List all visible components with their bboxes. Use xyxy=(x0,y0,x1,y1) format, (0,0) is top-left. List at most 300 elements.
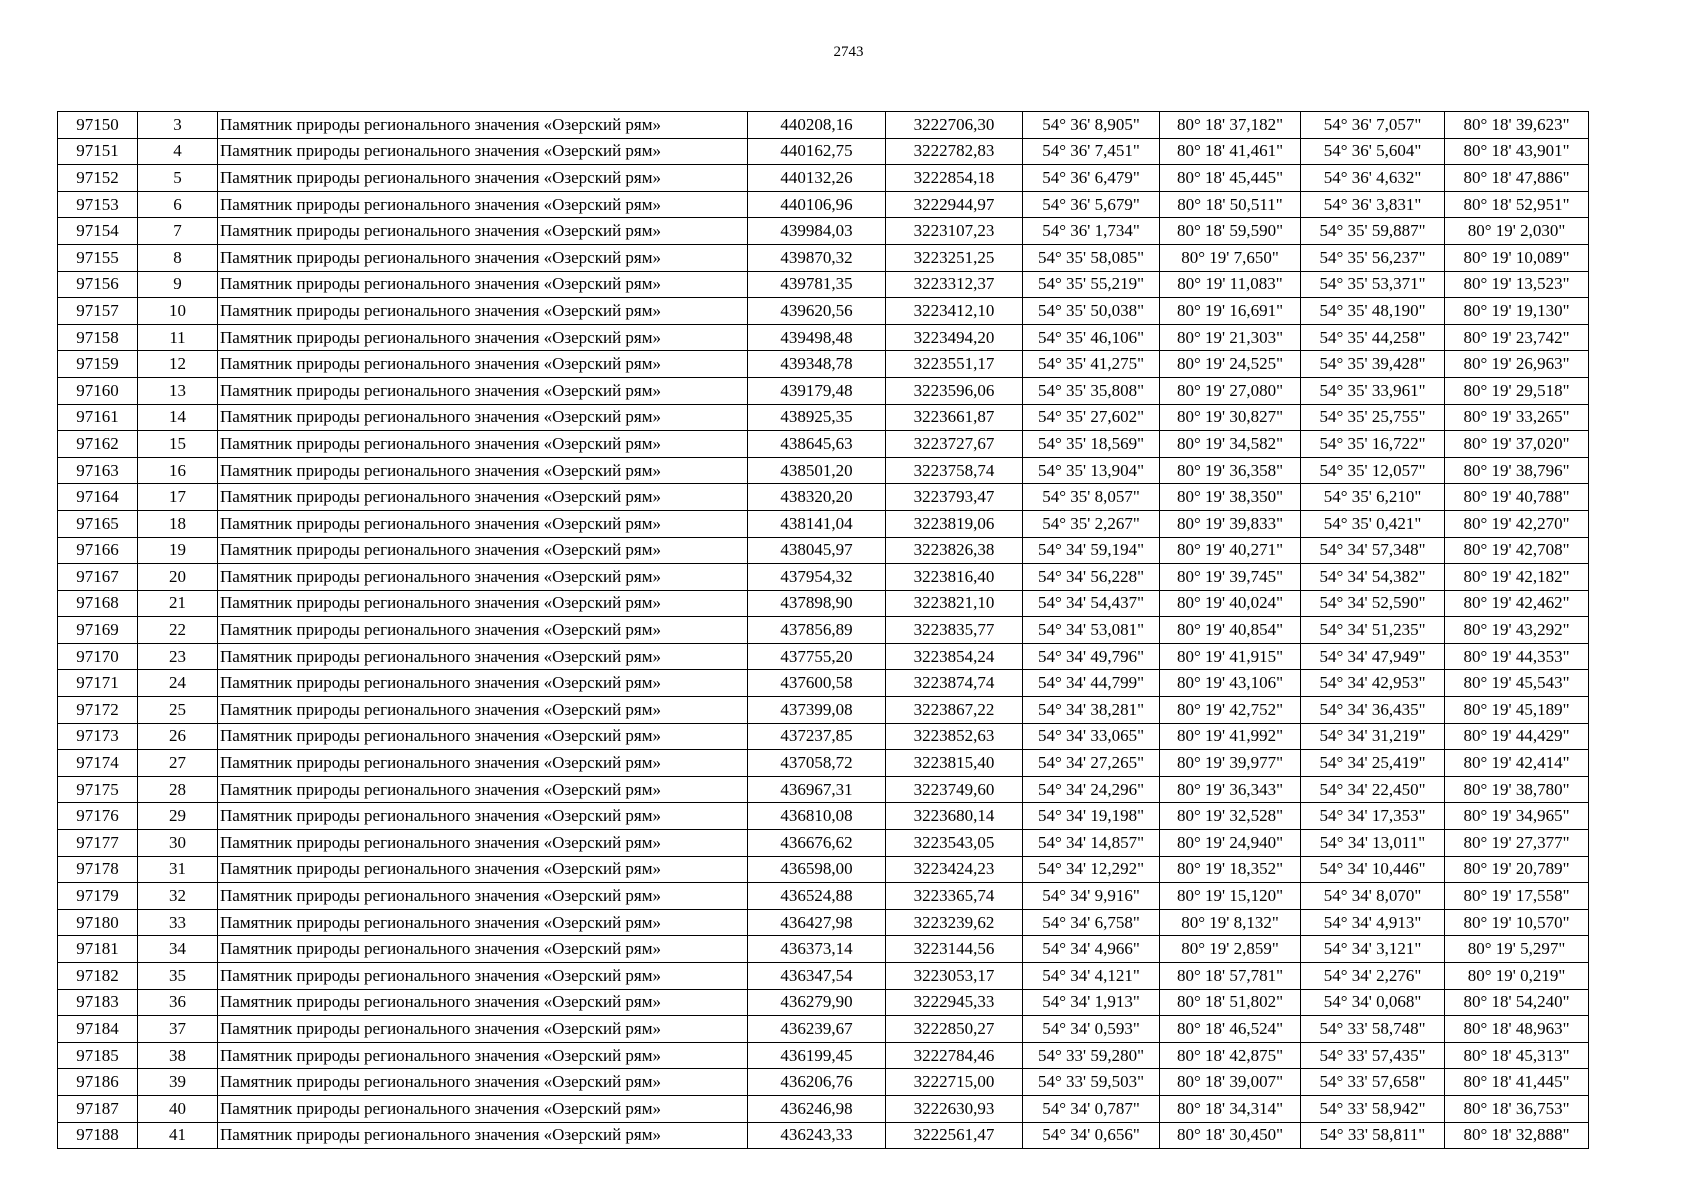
cell-latitude-1: 54° 34' 4,966" xyxy=(1023,936,1160,963)
cell-x-coordinate: 439498,48 xyxy=(748,324,886,351)
cell-latitude-2: 54° 35' 12,057" xyxy=(1301,457,1445,484)
cell-longitude-2: 80° 19' 23,742" xyxy=(1445,324,1589,351)
cell-latitude-1: 54° 33' 59,503" xyxy=(1023,1069,1160,1096)
cell-x-coordinate: 436967,31 xyxy=(748,776,886,803)
cell-longitude-2: 80° 19' 42,270" xyxy=(1445,510,1589,537)
cell-longitude-2: 80° 19' 40,788" xyxy=(1445,484,1589,511)
cell-longitude-2: 80° 19' 42,462" xyxy=(1445,590,1589,617)
cell-longitude-1: 80° 19' 11,083" xyxy=(1160,271,1301,298)
cell-longitude-1: 80° 19' 8,132" xyxy=(1160,909,1301,936)
cell-record-id: 97158 xyxy=(58,324,138,351)
cell-longitude-2: 80° 19' 38,780" xyxy=(1445,776,1589,803)
cell-y-coordinate: 3223867,22 xyxy=(886,697,1023,724)
table-row xyxy=(58,1042,1589,1069)
cell-point-number: 17 xyxy=(138,484,218,511)
cell-latitude-2: 54° 34' 4,913" xyxy=(1301,909,1445,936)
cell-object-name: Памятник природы регионального значения «Озерский рям» xyxy=(218,750,748,777)
cell-x-coordinate: 437856,89 xyxy=(748,617,886,644)
table-row xyxy=(58,298,1589,325)
cell-point-number: 12 xyxy=(138,351,218,378)
cell-object-name: Памятник природы регионального значения «Озерский рям» xyxy=(218,271,748,298)
cell-y-coordinate: 3223596,06 xyxy=(886,377,1023,404)
cell-x-coordinate: 436243,33 xyxy=(748,1122,886,1149)
cell-latitude-2: 54° 33' 58,748" xyxy=(1301,1016,1445,1043)
coordinates-table xyxy=(57,111,1589,1149)
cell-y-coordinate: 3223543,05 xyxy=(886,830,1023,857)
cell-object-name: Памятник природы регионального значения «Озерский рям» xyxy=(218,431,748,458)
cell-latitude-2: 54° 36' 3,831" xyxy=(1301,191,1445,218)
cell-longitude-2: 80° 19' 2,030" xyxy=(1445,218,1589,245)
cell-point-number: 20 xyxy=(138,564,218,591)
cell-object-name: Памятник природы регионального значения «Озерский рям» xyxy=(218,936,748,963)
cell-object-name: Памятник природы регионального значения «Озерский рям» xyxy=(218,324,748,351)
cell-latitude-1: 54° 35' 18,569" xyxy=(1023,431,1160,458)
cell-latitude-1: 54° 34' 4,121" xyxy=(1023,963,1160,990)
cell-y-coordinate: 3222850,27 xyxy=(886,1016,1023,1043)
cell-latitude-1: 54° 34' 49,796" xyxy=(1023,643,1160,670)
cell-object-name: Памятник природы регионального значения «Озерский рям» xyxy=(218,510,748,537)
cell-latitude-2: 54° 35' 0,421" xyxy=(1301,510,1445,537)
cell-longitude-1: 80° 19' 24,940" xyxy=(1160,830,1301,857)
cell-latitude-1: 54° 35' 35,808" xyxy=(1023,377,1160,404)
cell-longitude-1: 80° 19' 16,691" xyxy=(1160,298,1301,325)
cell-y-coordinate: 3222782,83 xyxy=(886,138,1023,165)
cell-longitude-1: 80° 19' 39,977" xyxy=(1160,750,1301,777)
cell-x-coordinate: 440132,26 xyxy=(748,165,886,192)
cell-latitude-2: 54° 35' 59,887" xyxy=(1301,218,1445,245)
cell-longitude-1: 80° 19' 41,915" xyxy=(1160,643,1301,670)
cell-record-id: 97183 xyxy=(58,989,138,1016)
cell-point-number: 29 xyxy=(138,803,218,830)
cell-longitude-1: 80° 18' 50,511" xyxy=(1160,191,1301,218)
cell-y-coordinate: 3223874,74 xyxy=(886,670,1023,697)
cell-latitude-1: 54° 34' 27,265" xyxy=(1023,750,1160,777)
cell-longitude-1: 80° 19' 7,650" xyxy=(1160,244,1301,271)
cell-point-number: 4 xyxy=(138,138,218,165)
cell-record-id: 97169 xyxy=(58,617,138,644)
cell-record-id: 97174 xyxy=(58,750,138,777)
cell-object-name: Памятник природы регионального значения «Озерский рям» xyxy=(218,830,748,857)
cell-latitude-2: 54° 35' 48,190" xyxy=(1301,298,1445,325)
cell-latitude-1: 54° 36' 7,451" xyxy=(1023,138,1160,165)
cell-y-coordinate: 3223680,14 xyxy=(886,803,1023,830)
cell-object-name: Памятник природы регионального значения «Озерский рям» xyxy=(218,138,748,165)
cell-latitude-2: 54° 34' 31,219" xyxy=(1301,723,1445,750)
cell-x-coordinate: 437399,08 xyxy=(748,697,886,724)
table-row xyxy=(58,324,1589,351)
cell-y-coordinate: 3222715,00 xyxy=(886,1069,1023,1096)
cell-longitude-2: 80° 19' 43,292" xyxy=(1445,617,1589,644)
cell-latitude-2: 54° 36' 4,632" xyxy=(1301,165,1445,192)
cell-longitude-2: 80° 19' 33,265" xyxy=(1445,404,1589,431)
cell-point-number: 31 xyxy=(138,856,218,883)
cell-longitude-1: 80° 18' 37,182" xyxy=(1160,112,1301,139)
cell-longitude-1: 80° 19' 32,528" xyxy=(1160,803,1301,830)
cell-record-id: 97159 xyxy=(58,351,138,378)
cell-object-name: Памятник природы регионального значения «Озерский рям» xyxy=(218,643,748,670)
cell-y-coordinate: 3222561,47 xyxy=(886,1122,1023,1149)
cell-y-coordinate: 3222784,46 xyxy=(886,1042,1023,1069)
cell-record-id: 97170 xyxy=(58,643,138,670)
table-row xyxy=(58,643,1589,670)
cell-record-id: 97164 xyxy=(58,484,138,511)
cell-longitude-2: 80° 19' 44,353" xyxy=(1445,643,1589,670)
cell-y-coordinate: 3223424,23 xyxy=(886,856,1023,883)
cell-record-id: 97157 xyxy=(58,298,138,325)
cell-latitude-1: 54° 35' 27,602" xyxy=(1023,404,1160,431)
cell-y-coordinate: 3223815,40 xyxy=(886,750,1023,777)
cell-y-coordinate: 3223312,37 xyxy=(886,271,1023,298)
table-row xyxy=(58,191,1589,218)
table-row xyxy=(58,537,1589,564)
cell-longitude-2: 80° 18' 39,623" xyxy=(1445,112,1589,139)
cell-point-number: 22 xyxy=(138,617,218,644)
cell-latitude-1: 54° 35' 2,267" xyxy=(1023,510,1160,537)
cell-latitude-2: 54° 36' 7,057" xyxy=(1301,112,1445,139)
cell-longitude-1: 80° 19' 42,752" xyxy=(1160,697,1301,724)
cell-latitude-2: 54° 34' 25,419" xyxy=(1301,750,1445,777)
table-row xyxy=(58,803,1589,830)
cell-longitude-1: 80° 18' 34,314" xyxy=(1160,1095,1301,1122)
table-row xyxy=(58,510,1589,537)
cell-longitude-2: 80° 19' 19,130" xyxy=(1445,298,1589,325)
cell-longitude-1: 80° 19' 21,303" xyxy=(1160,324,1301,351)
cell-x-coordinate: 439870,32 xyxy=(748,244,886,271)
cell-longitude-2: 80° 19' 42,414" xyxy=(1445,750,1589,777)
cell-longitude-1: 80° 19' 2,859" xyxy=(1160,936,1301,963)
cell-record-id: 97171 xyxy=(58,670,138,697)
cell-latitude-2: 54° 35' 16,722" xyxy=(1301,431,1445,458)
table-row xyxy=(58,431,1589,458)
cell-point-number: 37 xyxy=(138,1016,218,1043)
cell-latitude-1: 54° 34' 0,787" xyxy=(1023,1095,1160,1122)
cell-point-number: 10 xyxy=(138,298,218,325)
cell-object-name: Памятник природы регионального значения «Озерский рям» xyxy=(218,963,748,990)
cell-object-name: Памятник природы регионального значения «Озерский рям» xyxy=(218,457,748,484)
cell-point-number: 3 xyxy=(138,112,218,139)
cell-object-name: Памятник природы регионального значения «Озерский рям» xyxy=(218,1122,748,1149)
cell-latitude-1: 54° 36' 8,905" xyxy=(1023,112,1160,139)
cell-record-id: 97184 xyxy=(58,1016,138,1043)
cell-latitude-2: 54° 34' 22,450" xyxy=(1301,776,1445,803)
table-row xyxy=(58,377,1589,404)
cell-latitude-2: 54° 33' 57,658" xyxy=(1301,1069,1445,1096)
cell-longitude-1: 80° 19' 40,024" xyxy=(1160,590,1301,617)
cell-record-id: 97182 xyxy=(58,963,138,990)
cell-longitude-2: 80° 19' 44,429" xyxy=(1445,723,1589,750)
cell-latitude-1: 54° 34' 0,593" xyxy=(1023,1016,1160,1043)
cell-latitude-1: 54° 35' 55,219" xyxy=(1023,271,1160,298)
cell-record-id: 97175 xyxy=(58,776,138,803)
table-row xyxy=(58,404,1589,431)
cell-object-name: Памятник природы регионального значения «Озерский рям» xyxy=(218,244,748,271)
cell-latitude-2: 54° 34' 54,382" xyxy=(1301,564,1445,591)
cell-latitude-2: 54° 35' 25,755" xyxy=(1301,404,1445,431)
cell-longitude-1: 80° 19' 39,833" xyxy=(1160,510,1301,537)
table-row xyxy=(58,138,1589,165)
cell-record-id: 97166 xyxy=(58,537,138,564)
cell-y-coordinate: 3223835,77 xyxy=(886,617,1023,644)
cell-longitude-2: 80° 18' 45,313" xyxy=(1445,1042,1589,1069)
cell-latitude-2: 54° 35' 44,258" xyxy=(1301,324,1445,351)
cell-object-name: Памятник природы регионального значения «Озерский рям» xyxy=(218,909,748,936)
cell-longitude-2: 80° 19' 0,219" xyxy=(1445,963,1589,990)
table-row xyxy=(58,457,1589,484)
cell-y-coordinate: 3222854,18 xyxy=(886,165,1023,192)
cell-y-coordinate: 3222706,30 xyxy=(886,112,1023,139)
cell-record-id: 97176 xyxy=(58,803,138,830)
table-row xyxy=(58,936,1589,963)
cell-latitude-2: 54° 34' 0,068" xyxy=(1301,989,1445,1016)
cell-record-id: 97167 xyxy=(58,564,138,591)
cell-x-coordinate: 437600,58 xyxy=(748,670,886,697)
cell-object-name: Памятник природы регионального значения «Озерский рям» xyxy=(218,564,748,591)
cell-point-number: 35 xyxy=(138,963,218,990)
cell-longitude-1: 80° 19' 27,080" xyxy=(1160,377,1301,404)
cell-longitude-2: 80° 19' 34,965" xyxy=(1445,803,1589,830)
cell-x-coordinate: 437755,20 xyxy=(748,643,886,670)
cell-latitude-2: 54° 35' 39,428" xyxy=(1301,351,1445,378)
cell-longitude-1: 80° 19' 15,120" xyxy=(1160,883,1301,910)
cell-record-id: 97185 xyxy=(58,1042,138,1069)
cell-longitude-2: 80° 19' 38,796" xyxy=(1445,457,1589,484)
table-row xyxy=(58,564,1589,591)
table-row xyxy=(58,484,1589,511)
cell-point-number: 11 xyxy=(138,324,218,351)
cell-longitude-2: 80° 19' 27,377" xyxy=(1445,830,1589,857)
cell-latitude-2: 54° 34' 13,011" xyxy=(1301,830,1445,857)
cell-record-id: 97161 xyxy=(58,404,138,431)
cell-point-number: 25 xyxy=(138,697,218,724)
cell-record-id: 97156 xyxy=(58,271,138,298)
table-row xyxy=(58,856,1589,883)
cell-x-coordinate: 439620,56 xyxy=(748,298,886,325)
cell-x-coordinate: 440208,16 xyxy=(748,112,886,139)
cell-point-number: 21 xyxy=(138,590,218,617)
cell-object-name: Памятник природы регионального значения «Озерский рям» xyxy=(218,1016,748,1043)
cell-record-id: 97179 xyxy=(58,883,138,910)
cell-point-number: 23 xyxy=(138,643,218,670)
table-row xyxy=(58,963,1589,990)
cell-latitude-1: 54° 34' 33,065" xyxy=(1023,723,1160,750)
cell-longitude-2: 80° 19' 13,523" xyxy=(1445,271,1589,298)
cell-point-number: 27 xyxy=(138,750,218,777)
cell-point-number: 41 xyxy=(138,1122,218,1149)
cell-longitude-1: 80° 19' 41,992" xyxy=(1160,723,1301,750)
cell-object-name: Памятник природы регионального значения «Озерский рям» xyxy=(218,377,748,404)
table-row xyxy=(58,750,1589,777)
cell-point-number: 33 xyxy=(138,909,218,936)
cell-x-coordinate: 436206,76 xyxy=(748,1069,886,1096)
cell-object-name: Памятник природы регионального значения «Озерский рям» xyxy=(218,165,748,192)
cell-record-id: 97165 xyxy=(58,510,138,537)
cell-x-coordinate: 438320,20 xyxy=(748,484,886,511)
cell-x-coordinate: 436279,90 xyxy=(748,989,886,1016)
cell-longitude-1: 80° 18' 45,445" xyxy=(1160,165,1301,192)
cell-object-name: Памятник природы регионального значения «Озерский рям» xyxy=(218,723,748,750)
cell-object-name: Памятник природы регионального значения «Озерский рям» xyxy=(218,617,748,644)
cell-point-number: 38 xyxy=(138,1042,218,1069)
cell-x-coordinate: 436810,08 xyxy=(748,803,886,830)
cell-record-id: 97162 xyxy=(58,431,138,458)
cell-record-id: 97177 xyxy=(58,830,138,857)
cell-latitude-1: 54° 34' 6,758" xyxy=(1023,909,1160,936)
cell-x-coordinate: 439984,03 xyxy=(748,218,886,245)
cell-latitude-2: 54° 33' 58,942" xyxy=(1301,1095,1445,1122)
table-row xyxy=(58,112,1589,139)
cell-longitude-2: 80° 19' 17,558" xyxy=(1445,883,1589,910)
cell-latitude-1: 54° 36' 5,679" xyxy=(1023,191,1160,218)
cell-latitude-1: 54° 33' 59,280" xyxy=(1023,1042,1160,1069)
cell-longitude-1: 80° 19' 36,358" xyxy=(1160,457,1301,484)
table-row xyxy=(58,1095,1589,1122)
table-row xyxy=(58,697,1589,724)
cell-y-coordinate: 3223239,62 xyxy=(886,909,1023,936)
cell-point-number: 32 xyxy=(138,883,218,910)
cell-record-id: 97151 xyxy=(58,138,138,165)
cell-object-name: Памятник природы регионального значения «Озерский рям» xyxy=(218,484,748,511)
cell-point-number: 28 xyxy=(138,776,218,803)
cell-longitude-2: 80° 19' 42,708" xyxy=(1445,537,1589,564)
table-row xyxy=(58,830,1589,857)
table-row xyxy=(58,244,1589,271)
cell-longitude-2: 80° 18' 48,963" xyxy=(1445,1016,1589,1043)
cell-object-name: Памятник природы регионального значения «Озерский рям» xyxy=(218,803,748,830)
cell-y-coordinate: 3223107,23 xyxy=(886,218,1023,245)
cell-longitude-1: 80° 19' 38,350" xyxy=(1160,484,1301,511)
cell-point-number: 19 xyxy=(138,537,218,564)
cell-object-name: Памятник природы регионального значения «Озерский рям» xyxy=(218,590,748,617)
cell-latitude-2: 54° 34' 57,348" xyxy=(1301,537,1445,564)
cell-y-coordinate: 3223251,25 xyxy=(886,244,1023,271)
cell-latitude-2: 54° 34' 2,276" xyxy=(1301,963,1445,990)
cell-latitude-1: 54° 35' 13,904" xyxy=(1023,457,1160,484)
cell-point-number: 18 xyxy=(138,510,218,537)
cell-point-number: 34 xyxy=(138,936,218,963)
cell-y-coordinate: 3223816,40 xyxy=(886,564,1023,591)
cell-longitude-2: 80° 19' 10,570" xyxy=(1445,909,1589,936)
cell-point-number: 30 xyxy=(138,830,218,857)
cell-latitude-1: 54° 34' 14,857" xyxy=(1023,830,1160,857)
page-number: 2743 xyxy=(833,44,864,60)
cell-x-coordinate: 436598,00 xyxy=(748,856,886,883)
cell-latitude-1: 54° 34' 59,194" xyxy=(1023,537,1160,564)
cell-latitude-2: 54° 34' 17,353" xyxy=(1301,803,1445,830)
cell-longitude-2: 80° 19' 42,182" xyxy=(1445,564,1589,591)
cell-longitude-1: 80° 19' 39,745" xyxy=(1160,564,1301,591)
cell-x-coordinate: 439179,48 xyxy=(748,377,886,404)
cell-object-name: Памятник природы регионального значения «Озерский рям» xyxy=(218,112,748,139)
cell-point-number: 16 xyxy=(138,457,218,484)
cell-latitude-1: 54° 34' 38,281" xyxy=(1023,697,1160,724)
cell-latitude-1: 54° 34' 12,292" xyxy=(1023,856,1160,883)
cell-y-coordinate: 3223494,20 xyxy=(886,324,1023,351)
cell-y-coordinate: 3223826,38 xyxy=(886,537,1023,564)
cell-latitude-2: 54° 35' 53,371" xyxy=(1301,271,1445,298)
cell-latitude-1: 54° 35' 46,106" xyxy=(1023,324,1160,351)
cell-longitude-2: 80° 19' 10,089" xyxy=(1445,244,1589,271)
table-row xyxy=(58,1069,1589,1096)
cell-latitude-1: 54° 34' 44,799" xyxy=(1023,670,1160,697)
cell-point-number: 15 xyxy=(138,431,218,458)
cell-y-coordinate: 3223852,63 xyxy=(886,723,1023,750)
cell-record-id: 97178 xyxy=(58,856,138,883)
cell-x-coordinate: 436347,54 xyxy=(748,963,886,990)
cell-object-name: Памятник природы регионального значения «Озерский рям» xyxy=(218,218,748,245)
cell-latitude-2: 54° 36' 5,604" xyxy=(1301,138,1445,165)
cell-point-number: 40 xyxy=(138,1095,218,1122)
cell-point-number: 14 xyxy=(138,404,218,431)
cell-latitude-1: 54° 35' 58,085" xyxy=(1023,244,1160,271)
cell-y-coordinate: 3223727,67 xyxy=(886,431,1023,458)
cell-y-coordinate: 3223144,56 xyxy=(886,936,1023,963)
cell-point-number: 36 xyxy=(138,989,218,1016)
cell-latitude-1: 54° 34' 56,228" xyxy=(1023,564,1160,591)
cell-longitude-1: 80° 18' 46,524" xyxy=(1160,1016,1301,1043)
cell-object-name: Памятник природы регионального значения «Озерский рям» xyxy=(218,989,748,1016)
table-row xyxy=(58,1016,1589,1043)
table-row xyxy=(58,165,1589,192)
cell-latitude-1: 54° 34' 19,198" xyxy=(1023,803,1160,830)
cell-record-id: 97173 xyxy=(58,723,138,750)
cell-longitude-1: 80° 19' 30,827" xyxy=(1160,404,1301,431)
cell-longitude-2: 80° 19' 5,297" xyxy=(1445,936,1589,963)
cell-point-number: 39 xyxy=(138,1069,218,1096)
cell-object-name: Памятник природы регионального значения «Озерский рям» xyxy=(218,776,748,803)
cell-record-id: 97150 xyxy=(58,112,138,139)
cell-y-coordinate: 3223661,87 xyxy=(886,404,1023,431)
cell-latitude-1: 54° 34' 1,913" xyxy=(1023,989,1160,1016)
cell-longitude-1: 80° 19' 36,343" xyxy=(1160,776,1301,803)
cell-longitude-2: 80° 19' 26,963" xyxy=(1445,351,1589,378)
cell-point-number: 6 xyxy=(138,191,218,218)
cell-latitude-1: 54° 35' 41,275" xyxy=(1023,351,1160,378)
cell-record-id: 97160 xyxy=(58,377,138,404)
cell-longitude-2: 80° 18' 47,886" xyxy=(1445,165,1589,192)
cell-object-name: Памятник природы регионального значения «Озерский рям» xyxy=(218,351,748,378)
cell-latitude-1: 54° 34' 53,081" xyxy=(1023,617,1160,644)
cell-longitude-1: 80° 18' 59,590" xyxy=(1160,218,1301,245)
cell-longitude-1: 80° 18' 41,461" xyxy=(1160,138,1301,165)
cell-object-name: Памятник природы регионального значения «Озерский рям» xyxy=(218,298,748,325)
cell-object-name: Памятник природы регионального значения «Озерский рям» xyxy=(218,1069,748,1096)
cell-longitude-2: 80° 18' 36,753" xyxy=(1445,1095,1589,1122)
cell-y-coordinate: 3223793,47 xyxy=(886,484,1023,511)
cell-longitude-2: 80° 18' 52,951" xyxy=(1445,191,1589,218)
table-row xyxy=(58,218,1589,245)
cell-object-name: Памятник природы регионального значения «Озерский рям» xyxy=(218,670,748,697)
cell-y-coordinate: 3223749,60 xyxy=(886,776,1023,803)
table-row xyxy=(58,590,1589,617)
cell-longitude-2: 80° 19' 37,020" xyxy=(1445,431,1589,458)
cell-latitude-1: 54° 35' 50,038" xyxy=(1023,298,1160,325)
cell-longitude-2: 80° 18' 43,901" xyxy=(1445,138,1589,165)
table-row xyxy=(58,351,1589,378)
cell-x-coordinate: 436199,45 xyxy=(748,1042,886,1069)
cell-y-coordinate: 3222630,93 xyxy=(886,1095,1023,1122)
cell-x-coordinate: 436239,67 xyxy=(748,1016,886,1043)
cell-x-coordinate: 436676,62 xyxy=(748,830,886,857)
cell-latitude-1: 54° 34' 24,296" xyxy=(1023,776,1160,803)
cell-y-coordinate: 3223821,10 xyxy=(886,590,1023,617)
cell-x-coordinate: 436373,14 xyxy=(748,936,886,963)
cell-object-name: Памятник природы регионального значения «Озерский рям» xyxy=(218,537,748,564)
cell-longitude-1: 80° 19' 40,271" xyxy=(1160,537,1301,564)
cell-longitude-1: 80° 19' 18,352" xyxy=(1160,856,1301,883)
cell-object-name: Памятник природы регионального значения «Озерский рям» xyxy=(218,883,748,910)
cell-x-coordinate: 440106,96 xyxy=(748,191,886,218)
cell-x-coordinate: 438925,35 xyxy=(748,404,886,431)
